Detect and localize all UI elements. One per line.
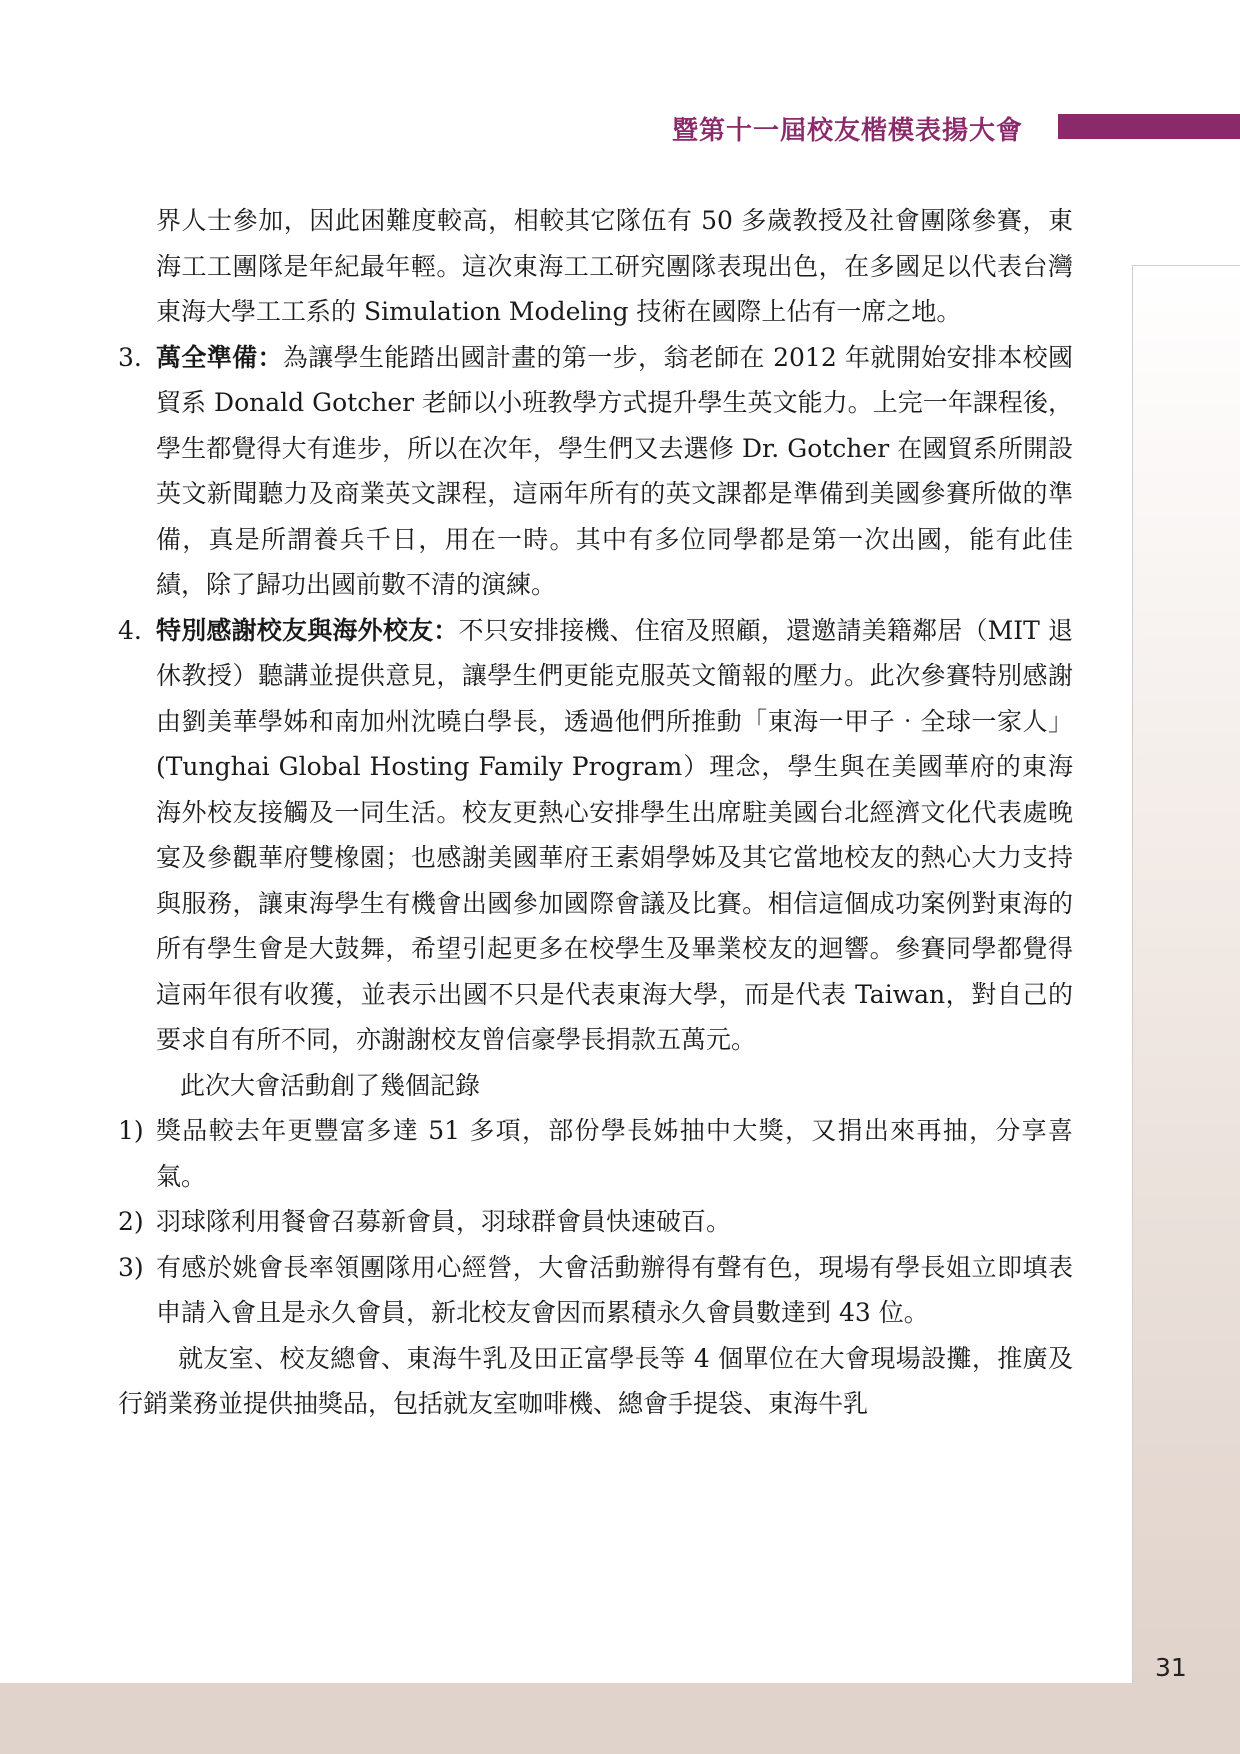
bottom-band <box>0 1683 1240 1754</box>
record-text: 羽球隊利用餐會召募新會員，羽球群會員快速破百。 <box>156 1207 732 1236</box>
page-number: 31 <box>1155 1653 1187 1682</box>
closing-paragraph: 就友室、校友總會、東海牛乳及田正富學長等 4 個單位在大會現場設攤，推廣及行銷業務並提供抽獎品，包括就友室咖啡機、總會手提袋、東海牛乳 <box>118 1343 1073 1418</box>
header-accent-bar <box>1058 114 1240 139</box>
list-item-heading: 特別感謝校友與海外校友： <box>156 615 459 645</box>
record-number: 2) <box>118 1207 144 1236</box>
record-number: 1) <box>118 1116 144 1145</box>
list-item-text: 不只安排接機、住宿及照顧，還邀請美籍鄰居（MIT 退休教授）聽講並提供意見，讓學生們更能克服英文簡報的壓力。此次參賽特別感謝由劉美華學姊和南加州沈曉白學長，透過他們所推動「東海一甲子‧全球一家人」(Tunghai Global Hosting Family Program）理念，學生與在美國華府的東海海外校友接觸及一同生活。校友更熱心安排學生出席駐美國台北經濟文化代表處晚宴及參觀華府雙橡園；也感謝美國華府王素娟學姊及其它當地校友的熱心大力支持與服務，讓東海學生有機會出國參加國際會議及比賽。相信這個成功案例對東海的所有學生會是大鼓舞，希望引起更多在校學生及畢業校友的迴響。參賽同學都覺得這兩年很有收獲，並表示出國不只是代表東海大學，而是代表 Taiwan，對自己的要求自有所不同，亦謝謝校友曾信豪學長捐款五萬元。 <box>156 615 1073 1054</box>
record-text: 獎品較去年更豐富多達 51 多項，部份學長姊抽中大獎，又捐出來再抽，分享喜氣。 <box>156 1116 1073 1191</box>
record-text: 有感於姚會長率領團隊用心經營，大會活動辦得有聲有色，現場有學長姐立即填表申請入會且是永久會員，新北校友會因而累積永久會員數達到 43 位。 <box>156 1252 1073 1327</box>
record-item <box>118 1108 1073 1199</box>
running-header-title: 暨第十一屆校友楷模表揚大會 <box>671 116 1023 146</box>
intro-paragraph: 界人士參加，因此困難度較高，相較其它隊伍有 50 多歲教授及社會團隊參賽，東海工工團隊是年紀最年輕。這次東海工工研究團隊表現出色，在多國足以代表台灣東海大學工工系的 Simulation Modeling 技術在國際上佔有一席之地。 <box>156 206 1073 326</box>
list-item-preparation <box>118 335 1073 608</box>
list-item-text: 為讓學生能踏出國計畫的第一步，翁老師在 2012 年就開始安排本校國貿系 Donald Gotcher 老師以小班教學方式提升學生英文能力。上完一年課程後，學生都覺得大有進步，所以在次年，學生們又去選修 Dr. Gotcher 在國貿系所開設英文新聞聽力及商業英文課程，這兩年所有的英文課都是準備到美國參賽所做的準備，真是所謂養兵千日，用在一時。其中有多位同學都是第一次出國，能有此佳績，除了歸功出國前數不清的演練。 <box>156 342 1073 599</box>
record-item <box>118 1245 1073 1336</box>
record-item <box>118 1199 1073 1245</box>
page-body <box>118 198 1073 1427</box>
side-panel <box>1132 265 1240 1683</box>
list-item-thanks <box>118 608 1073 1063</box>
list-item-number: 3. <box>118 342 142 372</box>
records-lead: 此次大會活動創了幾個記錄 <box>180 1070 481 1100</box>
list-item-number: 4. <box>118 615 142 645</box>
record-number: 3) <box>118 1252 144 1282</box>
list-item-heading: 萬全準備： <box>156 342 283 372</box>
